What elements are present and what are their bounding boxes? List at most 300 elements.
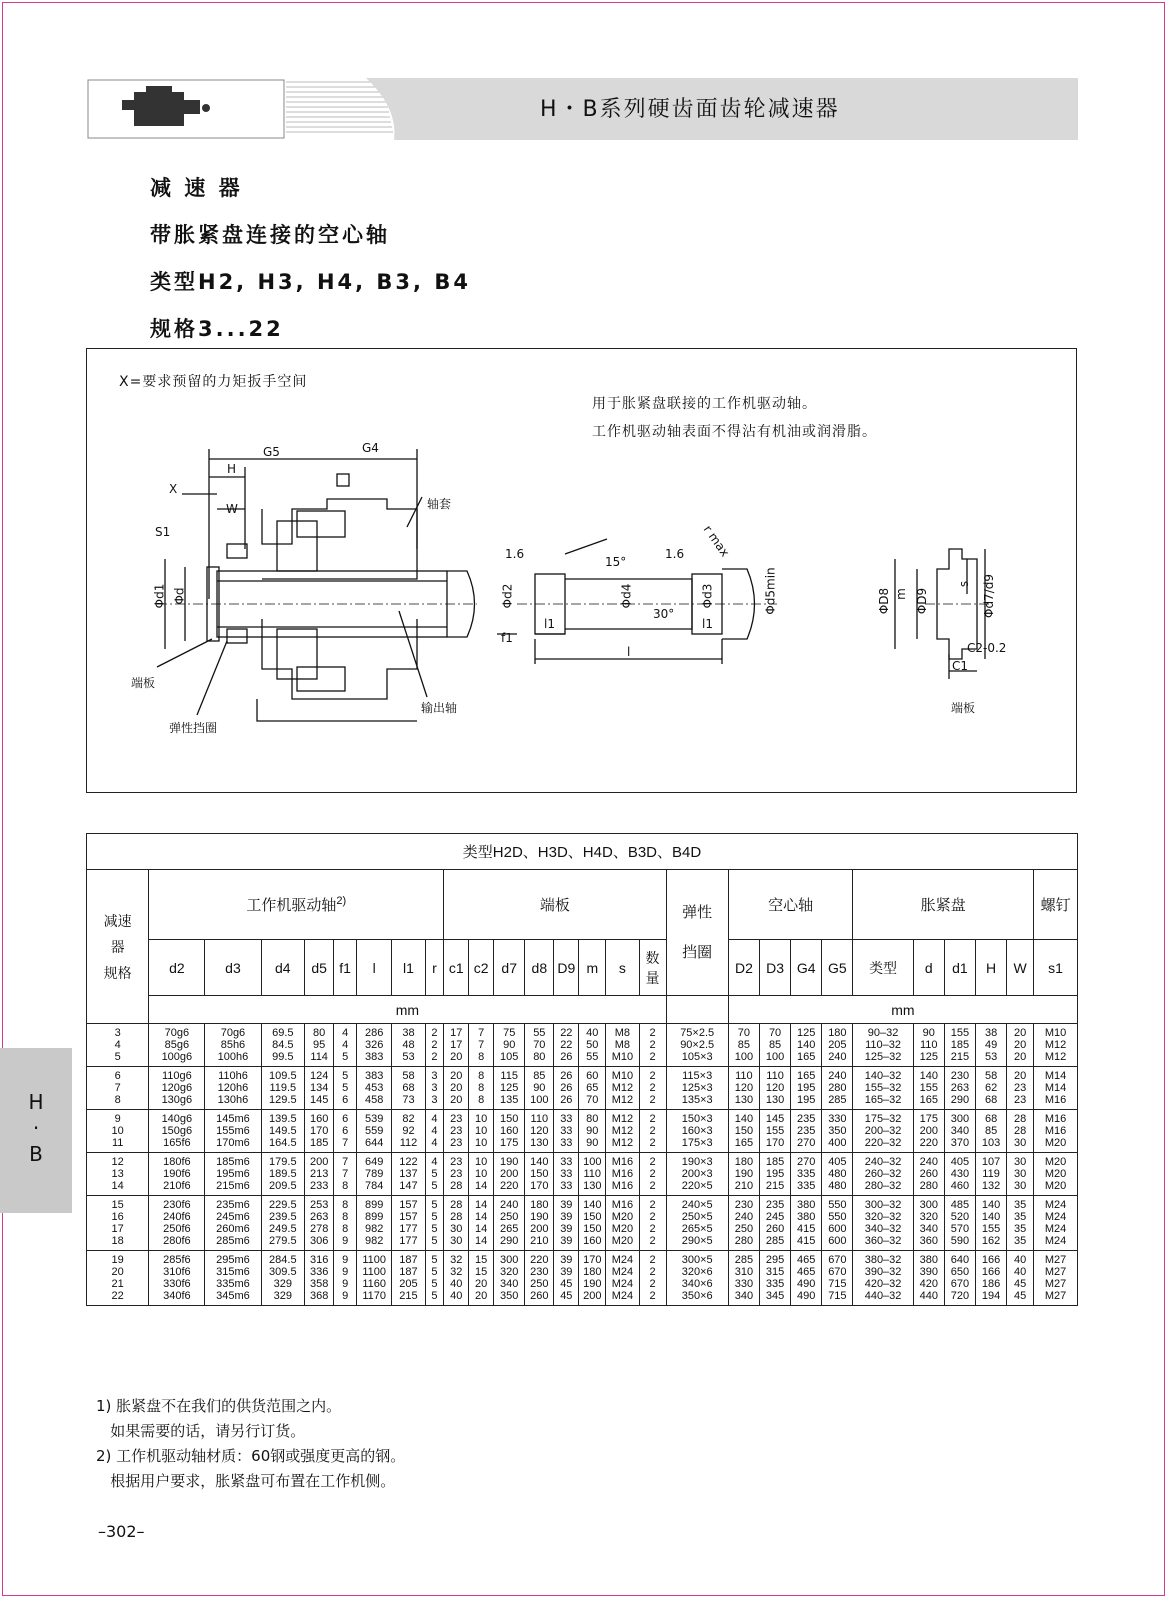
cell-value: M27	[1044, 1278, 1067, 1290]
cell-value: 316	[309, 1254, 329, 1266]
table-cell	[666, 1024, 728, 1067]
cell-value: 383	[365, 1070, 384, 1082]
cell-value: 85	[984, 1125, 998, 1137]
cell-value: 45	[560, 1290, 573, 1302]
heading-1: 减 速 器	[150, 176, 243, 200]
cell-value: 383	[365, 1051, 384, 1063]
cell-value: M20	[611, 1223, 634, 1235]
cell-value: 15	[111, 1199, 124, 1211]
cell-value: 180	[734, 1156, 754, 1168]
cell-value: 649	[365, 1156, 384, 1168]
label-c2: C2-0.2	[967, 641, 1007, 655]
cell-value: 490	[797, 1278, 816, 1290]
cell-value: 190	[530, 1211, 549, 1223]
cell-value: 230	[530, 1266, 549, 1278]
table-cell	[392, 1251, 425, 1306]
table-cell	[639, 1110, 666, 1153]
table-cell	[822, 1110, 853, 1153]
cell-value: 9	[342, 1235, 349, 1247]
label-phi-D8: ΦD8	[877, 587, 892, 615]
cell-value: 10	[475, 1125, 488, 1137]
table-cell	[579, 1153, 606, 1196]
label-l1-b: l1	[702, 617, 713, 631]
cell-value: 286	[365, 1027, 384, 1039]
cell-value: 358	[309, 1278, 329, 1290]
cell-value: 107	[981, 1156, 1001, 1168]
cell-value: 14	[475, 1199, 488, 1211]
cell-value: 17	[450, 1039, 463, 1051]
cell-value: 125	[500, 1082, 519, 1094]
label-phi-D9: ΦD9	[915, 587, 930, 615]
table-cell	[494, 1251, 525, 1306]
table-cell	[728, 1153, 759, 1196]
cell-value: 2	[649, 1278, 656, 1290]
cell-value: 80	[586, 1113, 599, 1125]
footnote-1b: 如果需要的话，请另行订货。	[96, 1422, 306, 1440]
cell-value: 220–32	[864, 1137, 902, 1149]
table-cell	[494, 1110, 525, 1153]
cell-value: 306	[309, 1235, 329, 1247]
table-cell	[759, 1024, 790, 1067]
cell-value: 5	[431, 1223, 438, 1235]
note-right-2: 工作机驱动轴表面不得沾有机油或润滑脂。	[592, 424, 877, 440]
table-cell	[261, 1067, 305, 1110]
cell-value: 30	[450, 1223, 463, 1235]
cell-value: 140–32	[864, 1070, 902, 1082]
header-hollow: 空心轴	[728, 870, 853, 940]
cell-value: M16	[1044, 1094, 1067, 1106]
cell-value: 240×5	[681, 1199, 713, 1211]
cell-value: 465	[797, 1254, 816, 1266]
cell-value: 119.5	[269, 1082, 297, 1094]
table-cell	[1007, 1196, 1034, 1251]
label-x: X	[169, 482, 178, 496]
cell-value: 48	[402, 1039, 415, 1051]
table-cell	[494, 1153, 525, 1196]
cell-value: 180	[530, 1199, 549, 1211]
table-cell	[579, 1196, 606, 1251]
cell-value: M27	[1044, 1254, 1067, 1266]
cell-value: 300×5	[681, 1254, 713, 1266]
label-l: l	[627, 645, 631, 659]
cell-value: 4	[431, 1137, 438, 1149]
cell-value: 28	[450, 1211, 463, 1223]
cell-value: 2	[649, 1211, 656, 1223]
cell-value: 8	[478, 1070, 485, 1082]
table-row	[87, 1110, 1078, 1153]
cell-value: 185	[765, 1156, 785, 1168]
cell-value: 20	[450, 1070, 463, 1082]
cell-value: 5	[342, 1070, 349, 1082]
cell-value: 3	[431, 1094, 438, 1106]
cell-value: 129.5	[269, 1094, 297, 1106]
cell-value: 90–32	[867, 1027, 899, 1039]
cell-value: 260–32	[864, 1168, 902, 1180]
cell-value: 233	[309, 1180, 329, 1192]
table-cell	[944, 1024, 975, 1067]
cell-value: 415	[797, 1235, 816, 1247]
cell-value: 150g6	[161, 1125, 193, 1137]
side-tab-letter-b: B	[29, 1142, 43, 1166]
table-cell	[728, 1196, 759, 1251]
cell-value: 350	[500, 1290, 519, 1302]
cell-value: 200	[500, 1168, 519, 1180]
cell-value: 9	[342, 1254, 349, 1266]
cell-value: 30	[1014, 1168, 1027, 1180]
table-row	[87, 1067, 1078, 1110]
cell-value: M20	[611, 1211, 634, 1223]
cell-value: 6	[342, 1094, 349, 1106]
cell-value: 5	[431, 1266, 438, 1278]
table-cell	[357, 1196, 392, 1251]
cell-value: 45	[1014, 1278, 1027, 1290]
table-cell	[759, 1196, 790, 1251]
cell-value: 4	[431, 1125, 438, 1137]
table-cell	[205, 1110, 261, 1153]
cell-value: 260	[530, 1290, 549, 1302]
table-cell	[261, 1196, 305, 1251]
cell-value: 39	[560, 1254, 573, 1266]
cell-value: 460	[950, 1180, 970, 1192]
table-cell	[791, 1251, 822, 1306]
label-phi-d: Φd	[172, 587, 187, 605]
table-cell	[853, 1024, 913, 1067]
cell-value: 20	[475, 1278, 488, 1290]
cell-value: 253	[309, 1199, 329, 1211]
cell-value: M16	[1044, 1113, 1067, 1125]
table-cell	[913, 1024, 944, 1067]
table-cell	[525, 1067, 554, 1110]
table-cell	[469, 1196, 494, 1251]
col-header-shaft-6: l1	[392, 940, 425, 996]
cell-value: 20	[450, 1051, 463, 1063]
cell-value: 280	[919, 1180, 938, 1192]
table-row	[87, 1251, 1078, 1306]
cell-value: 23	[450, 1156, 463, 1168]
cell-value: 33	[560, 1137, 573, 1149]
cell-value: M16	[611, 1156, 634, 1168]
cell-value: 2	[649, 1254, 656, 1266]
cell-value: 17	[111, 1223, 124, 1235]
cell-value: 109.5	[269, 1070, 297, 1082]
table-cell	[759, 1110, 790, 1153]
table-cell	[976, 1024, 1007, 1067]
table-cell	[639, 1067, 666, 1110]
cell-value: 75	[503, 1027, 516, 1039]
cell-value: 150	[530, 1168, 549, 1180]
label-phi-d4: Φd4	[619, 583, 634, 609]
cell-value: 150×3	[681, 1113, 713, 1125]
label-s1: S1	[155, 525, 171, 539]
header-graphic	[86, 78, 396, 140]
table-cell	[205, 1153, 261, 1196]
heading-4: 规格3...22	[150, 317, 284, 341]
cell-value: 2	[649, 1266, 656, 1278]
cell-value: 32	[450, 1266, 463, 1278]
cell-value: 600	[828, 1235, 847, 1247]
cell-value: 250f6	[163, 1223, 191, 1235]
cell-value: 35	[1014, 1235, 1027, 1247]
table-cell	[469, 1251, 494, 1306]
cell-value: M20	[1044, 1156, 1067, 1168]
cell-value: 240	[734, 1211, 754, 1223]
table-cell	[976, 1110, 1007, 1153]
cell-value: 53	[402, 1051, 415, 1063]
table-cell	[791, 1024, 822, 1067]
cell-value: 380	[797, 1211, 816, 1223]
cell-value: 160	[583, 1235, 602, 1247]
cell-value: 320	[500, 1266, 519, 1278]
cell-value: 285	[765, 1235, 785, 1247]
cell-value: 68	[402, 1082, 415, 1094]
cell-value: 420–32	[864, 1278, 902, 1290]
cell-value: 320×6	[681, 1266, 713, 1278]
cell-value: 14	[475, 1223, 488, 1235]
cell-value: 30	[1014, 1180, 1027, 1192]
cell-value: 62	[984, 1082, 998, 1094]
cell-value: 340	[919, 1223, 938, 1235]
cell-value: 33	[560, 1125, 573, 1137]
table-cell	[579, 1067, 606, 1110]
cell-value: 130h6	[217, 1094, 249, 1106]
cell-value: 190	[500, 1156, 519, 1168]
table-cell	[469, 1153, 494, 1196]
table-cell	[944, 1067, 975, 1110]
table-cell	[976, 1153, 1007, 1196]
cell-value: 280f6	[163, 1235, 191, 1247]
cell-value: 185m6	[216, 1156, 250, 1168]
col-header-shaft-4: f1	[334, 940, 357, 996]
cell-value: 6	[114, 1070, 121, 1082]
cell-value: 453	[365, 1082, 384, 1094]
table-cell	[822, 1251, 853, 1306]
cell-value: 35	[1014, 1211, 1027, 1223]
cell-value: 215	[399, 1290, 418, 1302]
cell-value: 26	[560, 1094, 573, 1106]
cell-value: 899	[365, 1211, 384, 1223]
table-cell	[357, 1153, 392, 1196]
cell-value: 112	[399, 1137, 418, 1149]
cell-value: 250	[734, 1223, 754, 1235]
cell-value: 5	[114, 1051, 121, 1063]
cell-value: 130	[734, 1094, 754, 1106]
cell-value: 70	[737, 1027, 751, 1039]
col-header-plate-3: d8	[525, 940, 554, 996]
cell-value: 440–32	[864, 1290, 902, 1302]
table-cell	[606, 1153, 639, 1196]
cell-value: 187	[399, 1254, 418, 1266]
cell-value: 170	[309, 1125, 329, 1137]
col-header-shaft-3: d5	[305, 940, 334, 996]
table-cell	[261, 1110, 305, 1153]
cell-value: 220	[530, 1254, 549, 1266]
cell-value: 16	[111, 1211, 124, 1223]
cell-value: 982	[365, 1235, 384, 1247]
table-cell	[444, 1024, 469, 1067]
table-cell	[425, 1024, 444, 1067]
cell-value: 28	[1014, 1113, 1027, 1125]
footnotes	[96, 1394, 405, 1494]
label-phi-d1: Φd1	[152, 583, 167, 609]
table-cell	[853, 1067, 913, 1110]
table-cell	[944, 1196, 975, 1251]
cell-value: 11	[111, 1137, 124, 1149]
cell-value: 50	[586, 1039, 599, 1051]
table-cell	[525, 1251, 554, 1306]
cell-value: 335m6	[216, 1278, 250, 1290]
cell-value: 7	[342, 1168, 349, 1180]
cell-value: M12	[611, 1125, 634, 1137]
cell-value: 140	[797, 1039, 816, 1051]
table-cell	[357, 1251, 392, 1306]
table-cell	[261, 1251, 305, 1306]
header-plate: 端板	[444, 870, 666, 940]
table-cell	[87, 1251, 149, 1306]
table-cell	[525, 1110, 554, 1153]
table-cell	[305, 1251, 334, 1306]
cell-value: 28	[450, 1180, 463, 1192]
cell-value: 155	[919, 1082, 938, 1094]
cell-value: 405	[950, 1156, 970, 1168]
cell-value: 215m6	[216, 1180, 250, 1192]
label-phi-d3: Φd3	[700, 583, 715, 609]
cell-value: 155–32	[864, 1082, 902, 1094]
footnote-2: 2) 工作机驱动轴材质：60钢或强度更高的钢。	[96, 1447, 406, 1465]
cell-value: 310f6	[163, 1266, 191, 1278]
table-cell	[305, 1196, 334, 1251]
cell-value: 315	[765, 1266, 785, 1278]
cell-value: 9	[342, 1266, 349, 1278]
cell-value: M16	[611, 1168, 634, 1180]
table-cell	[525, 1024, 554, 1067]
cell-value: 166	[981, 1254, 1001, 1266]
unit-right: mm	[728, 996, 1077, 1024]
cell-value: M12	[611, 1082, 634, 1094]
cell-value: 280	[734, 1235, 754, 1247]
cell-value: 130	[583, 1180, 602, 1192]
cell-value: 110	[766, 1070, 784, 1082]
cell-value: 285f6	[163, 1254, 191, 1266]
col-header-disk-4: W	[1007, 940, 1034, 996]
cell-value: 200–32	[864, 1125, 902, 1137]
table-cell	[334, 1024, 357, 1067]
table-cell	[554, 1110, 579, 1153]
cell-value: 26	[560, 1051, 573, 1063]
table-cell	[759, 1251, 790, 1306]
cell-value: 279.5	[269, 1235, 297, 1247]
col-header-hollow-2: G4	[791, 940, 822, 996]
cell-value: 9	[342, 1290, 349, 1302]
cell-value: 110	[735, 1070, 753, 1082]
table-cell	[469, 1110, 494, 1153]
table-cell	[853, 1196, 913, 1251]
cell-value: M20	[611, 1235, 634, 1247]
cell-value: M24	[1044, 1211, 1067, 1223]
cell-value: 124	[309, 1070, 329, 1082]
cell-value: 155m6	[216, 1125, 250, 1137]
cell-value: 350×6	[681, 1290, 713, 1302]
table-cell	[149, 1110, 205, 1153]
cell-value: 70g6	[220, 1027, 246, 1039]
cell-value: M24	[611, 1278, 634, 1290]
cell-value: 157	[399, 1211, 418, 1223]
cell-value: M24	[1044, 1223, 1067, 1235]
table-cell	[791, 1153, 822, 1196]
table-cell	[822, 1067, 853, 1110]
cell-value: 370	[950, 1137, 970, 1149]
label-w: W	[226, 502, 238, 516]
cell-value: 140	[981, 1211, 1001, 1223]
cell-value: 330f6	[163, 1278, 191, 1290]
cell-value: 187	[399, 1266, 418, 1278]
cell-value: 7	[478, 1027, 485, 1039]
side-tab-dot: ·	[32, 1116, 40, 1140]
cell-value: 189.5	[269, 1168, 297, 1180]
cell-value: M27	[1044, 1266, 1067, 1278]
table-row	[87, 1024, 1078, 1067]
cell-value: 240	[500, 1199, 519, 1211]
cell-value: 120h6	[217, 1082, 249, 1094]
cell-value: 119	[982, 1168, 1000, 1180]
table-cell	[666, 1251, 728, 1306]
table-cell	[822, 1153, 853, 1196]
heading-2: 带胀紧盘连接的空心轴	[150, 223, 390, 247]
cell-value: 38	[402, 1027, 415, 1039]
table-cell	[357, 1110, 392, 1153]
cell-value: 23	[450, 1125, 463, 1137]
cell-value: 190	[583, 1278, 602, 1290]
cell-value: 58	[402, 1070, 415, 1082]
cell-value: 150	[734, 1125, 754, 1137]
cell-value: 165	[919, 1094, 938, 1106]
table-cell	[494, 1067, 525, 1110]
table-cell	[579, 1024, 606, 1067]
cell-value: 115	[500, 1070, 518, 1082]
table-cell	[425, 1153, 444, 1196]
cell-value: 164.5	[269, 1137, 297, 1149]
cell-value: 15	[475, 1254, 488, 1266]
cell-value: 10	[111, 1125, 124, 1137]
cell-value: 265	[500, 1223, 519, 1235]
cell-value: 23	[450, 1113, 463, 1125]
table-cell	[205, 1067, 261, 1110]
cell-value: 405	[828, 1156, 847, 1168]
cell-value: 200	[583, 1290, 602, 1302]
cell-value: 80	[313, 1027, 326, 1039]
table-cell	[1034, 1196, 1078, 1251]
cell-value: 120g6	[161, 1082, 193, 1094]
cell-value: 340	[500, 1278, 519, 1290]
cell-value: 55	[533, 1027, 546, 1039]
cell-value: 640	[950, 1254, 970, 1266]
label-phi-d7: Φd7/d9	[982, 574, 996, 618]
table-cell	[1034, 1024, 1078, 1067]
table-cell	[87, 1153, 149, 1196]
cell-value: 2	[649, 1051, 656, 1063]
cell-value: M20	[1044, 1137, 1067, 1149]
table-cell	[305, 1110, 334, 1153]
cell-value: 90	[533, 1082, 546, 1094]
cell-value: 430	[950, 1168, 970, 1180]
cell-value: 1100	[362, 1266, 387, 1278]
cell-value: 14	[475, 1211, 488, 1223]
table-cell	[913, 1153, 944, 1196]
table-cell	[606, 1251, 639, 1306]
cell-value: 4	[342, 1027, 349, 1039]
cell-value: 270	[797, 1137, 816, 1149]
cell-value: 480	[828, 1168, 847, 1180]
cell-value: 8	[342, 1199, 349, 1211]
